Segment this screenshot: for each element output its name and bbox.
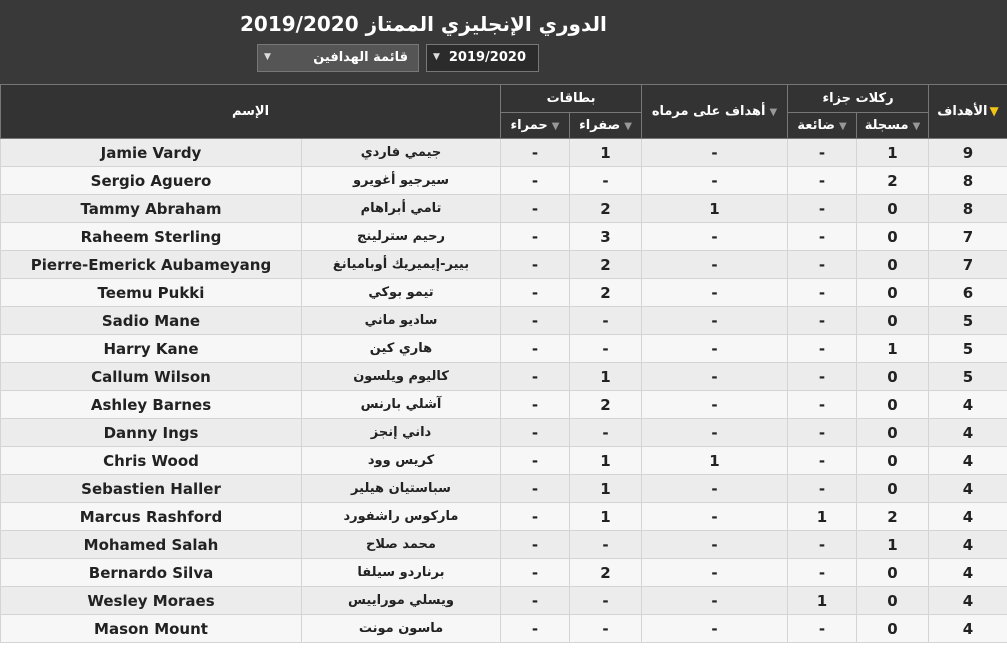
cell-penalties-scored: 0 [857,475,929,503]
cell-goals: 9 [929,139,1007,167]
cell-red-cards: - [501,363,570,391]
cell-red-cards: - [501,587,570,615]
cell-yellow-cards: 2 [570,559,642,587]
cell-penalties-missed: - [788,559,857,587]
cell-goals: 8 [929,167,1007,195]
cell-goals: 5 [929,363,1007,391]
cell-player-name-ar: جيمي فاردي [302,139,501,167]
cell-penalties-scored: 1 [857,335,929,363]
cell-yellow-cards: 2 [570,391,642,419]
cell-goals: 5 [929,335,1007,363]
cell-penalties-missed: - [788,251,857,279]
cell-penalties-missed: - [788,335,857,363]
cell-goals: 4 [929,531,1007,559]
cell-player-name-en: Teemu Pukki [1,279,302,307]
cell-yellow-cards: 1 [570,475,642,503]
cell-penalties-scored: 0 [857,587,929,615]
cell-goals-on-target: - [642,391,788,419]
cell-player-name-en: Sadio Mane [1,307,302,335]
cell-player-name-en: Harry Kane [1,335,302,363]
table-row [1,587,1007,615]
cell-player-name-en: Ashley Barnes [1,391,302,419]
cell-player-name-en: Tammy Abraham [1,195,302,223]
cell-red-cards: - [501,419,570,447]
table-row [1,363,1007,391]
table-row [1,335,1007,363]
cell-goals: 5 [929,307,1007,335]
cell-player-name-ar: برناردو سيلفا [302,559,501,587]
cell-player-name-ar: سيرجيو أغويرو [302,167,501,195]
dropdown-arrow-icon: ▼ [433,52,440,62]
cell-penalties-missed: - [788,139,857,167]
cell-goals: 4 [929,559,1007,587]
cell-penalties-missed: - [788,419,857,447]
table-row [1,531,1007,559]
sort-triangle-icon: ▼ [912,121,921,132]
cell-player-name-en: Pierre-Emerick Aubameyang [1,251,302,279]
cell-goals-on-target: - [642,363,788,391]
cell-yellow-cards: 3 [570,223,642,251]
cell-penalties-missed: 1 [788,587,857,615]
cell-penalties-scored: 0 [857,195,929,223]
cell-yellow-cards: 1 [570,363,642,391]
cell-penalties-scored: 0 [857,307,929,335]
table-row [1,139,1007,167]
cell-red-cards: - [501,307,570,335]
cell-penalties-missed: - [788,531,857,559]
cell-goals-on-target: - [642,139,788,167]
dropdown-arrow-icon: ▼ [264,52,271,62]
cell-goals-on-target: - [642,559,788,587]
cell-penalties-missed: - [788,307,857,335]
cell-yellow-cards: 1 [570,503,642,531]
cell-goals-on-target: 1 [642,195,788,223]
header-bar [0,0,1007,86]
col-header-red[interactable]: حمراء ▼ [501,113,570,139]
cell-goals-on-target: - [642,167,788,195]
cell-penalties-missed: - [788,195,857,223]
cell-goals-on-target: 1 [642,447,788,475]
cell-penalties-scored: 0 [857,559,929,587]
sort-triangle-icon: ▼ [769,107,778,118]
cell-player-name-ar: رحيم سترلينج [302,223,501,251]
table-row [1,167,1007,195]
cell-penalties-scored: 0 [857,447,929,475]
cell-red-cards: - [501,531,570,559]
page-title: الدوري الإنجليزي الممتاز 2019/2020 [240,12,607,36]
cell-goals: 4 [929,391,1007,419]
cell-player-name-en: Bernardo Silva [1,559,302,587]
cell-penalties-missed: - [788,279,857,307]
cell-penalties-scored: 0 [857,391,929,419]
cell-player-name-en: Sergio Aguero [1,167,302,195]
cell-penalties-missed: - [788,447,857,475]
cell-penalties-missed: - [788,475,857,503]
table-row [1,419,1007,447]
cell-red-cards: - [501,251,570,279]
cell-player-name-ar: ماسون مونت [302,615,501,643]
col-header-missed[interactable]: ضائعة ▼ [788,113,857,139]
cell-yellow-cards: - [570,531,642,559]
cell-penalties-missed: 1 [788,503,857,531]
cell-penalties-scored: 1 [857,139,929,167]
cell-goals: 4 [929,615,1007,643]
col-header-penalties: ركلات جزاء [788,85,929,113]
cell-goals-on-target: - [642,475,788,503]
cell-yellow-cards: - [570,307,642,335]
cell-yellow-cards: 2 [570,279,642,307]
cell-player-name-en: Raheem Sterling [1,223,302,251]
col-header-scored[interactable]: مسجلة ▼ [857,113,929,139]
cell-penalties-scored: 0 [857,615,929,643]
cell-goals: 4 [929,447,1007,475]
cell-penalties-scored: 1 [857,531,929,559]
cell-goals-on-target: - [642,279,788,307]
cell-player-name-ar: محمد صلاح [302,531,501,559]
cell-goals-on-target: - [642,531,788,559]
cell-goals-on-target: - [642,503,788,531]
cell-player-name-en: Chris Wood [1,447,302,475]
sort-triangle-icon: ▼ [551,121,560,132]
cell-player-name-en: Mason Mount [1,615,302,643]
cell-player-name-ar: هاري كين [302,335,501,363]
sort-active-icon: ▼ [989,104,999,118]
cell-player-name-ar: ويسلي موراييس [302,587,501,615]
cell-player-name-en: Sebastien Haller [1,475,302,503]
cell-player-name-en: Marcus Rashford [1,503,302,531]
cell-penalties-scored: 2 [857,167,929,195]
cell-yellow-cards: - [570,587,642,615]
cell-goals-on-target: - [642,615,788,643]
cell-player-name-en: Mohamed Salah [1,531,302,559]
cell-goals: 8 [929,195,1007,223]
table-row [1,307,1007,335]
cell-penalties-missed: - [788,223,857,251]
cell-penalties-missed: - [788,363,857,391]
cell-goals-on-target: - [642,223,788,251]
cell-player-name-ar: ماركوس راشفورد [302,503,501,531]
cell-red-cards: - [501,559,570,587]
cell-player-name-ar: ساديو ماني [302,307,501,335]
cell-player-name-ar: آشلي بارنس [302,391,501,419]
cell-player-name-en: Wesley Moraes [1,587,302,615]
cell-yellow-cards: 2 [570,195,642,223]
cell-penalties-scored: 2 [857,503,929,531]
cell-goals: 4 [929,475,1007,503]
table-row [1,195,1007,223]
season-value: 2019/2020 [448,50,526,65]
cell-red-cards: - [501,335,570,363]
cell-penalties-scored: 0 [857,419,929,447]
cell-goals-on-target: - [642,307,788,335]
cell-red-cards: - [501,167,570,195]
table-row [1,223,1007,251]
cell-goals-on-target: - [642,587,788,615]
cell-yellow-cards: 1 [570,447,642,475]
cell-penalties-scored: 0 [857,251,929,279]
cell-goals: 4 [929,503,1007,531]
cell-player-name-ar: سباستيان هيلير [302,475,501,503]
cell-penalties-missed: - [788,167,857,195]
cell-player-name-en: Callum Wilson [1,363,302,391]
cell-red-cards: - [501,195,570,223]
cell-player-name-ar: تيمو بوكي [302,279,501,307]
cell-player-name-en: Danny Ings [1,419,302,447]
col-header-cards: بطاقات [501,85,642,113]
cell-yellow-cards: 2 [570,251,642,279]
cell-goals-on-target: - [642,419,788,447]
table-row [1,559,1007,587]
table-row [1,447,1007,475]
cell-player-name-ar: كريس وود [302,447,501,475]
cell-red-cards: - [501,447,570,475]
table-row [1,391,1007,419]
list-type-dropdown[interactable] [257,44,419,72]
table-row [1,503,1007,531]
col-header-yellow[interactable]: صفراء ▼ [570,113,642,139]
cell-red-cards: - [501,503,570,531]
col-header-goals[interactable]: الأهداف ▼ [929,85,1007,139]
cell-penalties-missed: - [788,615,857,643]
col-header-on-target[interactable]: أهداف على مرماه ▼ [642,85,788,139]
cell-player-name-ar: بيير-إيميريك أوباميانغ [302,251,501,279]
sort-triangle-icon: ▼ [838,121,847,132]
scorers-table [0,84,1007,643]
cell-goals: 4 [929,587,1007,615]
cell-yellow-cards: 1 [570,139,642,167]
cell-goals: 4 [929,419,1007,447]
cell-player-name-en: Jamie Vardy [1,139,302,167]
cell-yellow-cards: - [570,615,642,643]
cell-goals: 6 [929,279,1007,307]
cell-red-cards: - [501,391,570,419]
cell-goals-on-target: - [642,251,788,279]
list-type-value: قائمة الهدافين [313,50,408,65]
sort-triangle-icon: ▼ [624,121,632,132]
season-dropdown[interactable] [426,44,539,72]
cell-red-cards: - [501,475,570,503]
table-body [1,139,1007,643]
cell-penalties-missed: - [788,391,857,419]
cell-penalties-scored: 0 [857,223,929,251]
cell-red-cards: - [501,139,570,167]
cell-penalties-scored: 0 [857,279,929,307]
table-row [1,615,1007,643]
cell-player-name-ar: تامي أبراهام [302,195,501,223]
table-row [1,475,1007,503]
cell-yellow-cards: - [570,335,642,363]
table-row [1,279,1007,307]
table-row [1,251,1007,279]
col-header-name: الإسم [1,85,501,139]
cell-penalties-scored: 0 [857,363,929,391]
cell-player-name-ar: داني إنجز [302,419,501,447]
cell-red-cards: - [501,279,570,307]
cell-yellow-cards: - [570,419,642,447]
cell-goals-on-target: - [642,335,788,363]
cell-red-cards: - [501,615,570,643]
cell-player-name-ar: كاليوم ويلسون [302,363,501,391]
cell-red-cards: - [501,223,570,251]
cell-goals: 7 [929,251,1007,279]
cell-yellow-cards: - [570,167,642,195]
cell-goals: 7 [929,223,1007,251]
